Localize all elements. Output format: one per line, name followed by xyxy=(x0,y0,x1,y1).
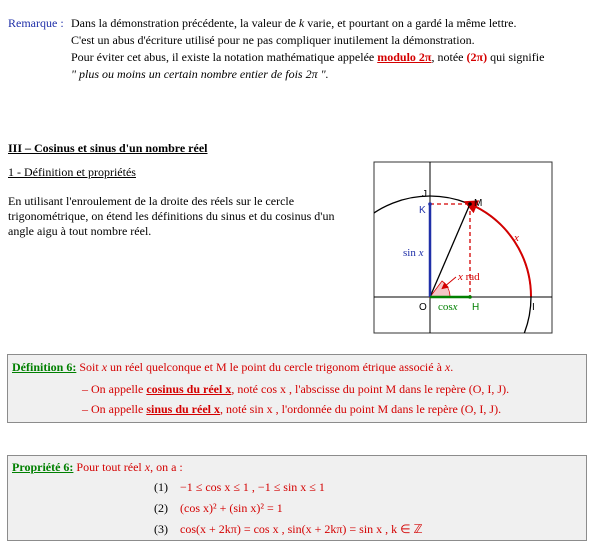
definition-text: , noté cos x , l'abscisse du point M dans le repère (O, I, J). xyxy=(231,382,510,396)
remark-text: , notée xyxy=(431,50,464,64)
definition-intro-line xyxy=(12,360,453,375)
figure-frame xyxy=(374,162,552,333)
formula-bounds: −1 ≤ cos x ≤ 1 , −1 ≤ sin x ≤ 1 xyxy=(180,480,325,494)
sinus-term: sinus du réel x xyxy=(146,402,220,416)
definition-box xyxy=(7,354,587,423)
property-text: Pour tout réel xyxy=(76,460,142,474)
cos-x-label: cosx xyxy=(438,301,458,313)
point-H xyxy=(468,295,472,299)
label-H: H xyxy=(472,302,480,313)
variable-x: x xyxy=(144,460,151,474)
section-title: III – Cosinus et sinus d'un nombre réel xyxy=(8,141,208,155)
point-M xyxy=(468,202,472,206)
remark-line-3 xyxy=(71,50,544,65)
sin-x-label: sin x xyxy=(403,247,424,259)
property-item-1 xyxy=(154,480,325,495)
formula-pythagoras: (cos x)² + (sin x)² = 1 xyxy=(180,501,283,515)
property-text: , on a : xyxy=(150,460,183,474)
intro-paragraph: En utilisant l'enroulement de la droite des réels sur le cercle trigonométrique, on étend les définitions du sinus et du cosinus d'un angle aigu à tout nombre réel. xyxy=(8,194,335,238)
remark-text: varie, et pourtant on a gardé la même lettre. xyxy=(307,16,517,30)
definition-item-sinus xyxy=(82,402,501,417)
definition-item-cosinus xyxy=(82,382,509,397)
definition-text: un réel quelconque et xyxy=(110,360,213,374)
trig-circle-figure xyxy=(372,160,554,335)
definition-text: – On appelle xyxy=(82,382,144,396)
remark-label: Remarque : xyxy=(8,16,64,30)
variable-x: x xyxy=(101,360,108,374)
label-O: O xyxy=(419,302,427,313)
remark-text: Dans la démonstration précédente, la valeur de xyxy=(71,16,296,30)
property-item-2 xyxy=(154,501,283,516)
item-number: (3) xyxy=(154,522,168,536)
definition-text: Soit xyxy=(79,360,99,374)
property-item-3 xyxy=(154,522,423,537)
label-K: K xyxy=(419,205,426,216)
label-I: I xyxy=(532,302,535,313)
remark-text: Pour éviter cet abus, il existe la notation mathématique appelée xyxy=(71,50,375,64)
definition-text: , noté sin x , l'ordonnée du point M dans le repère (O, I, J). xyxy=(220,402,502,416)
arc-x-label: x xyxy=(514,232,519,244)
property-label: Propriété 6: xyxy=(12,460,74,474)
property-intro-line xyxy=(12,460,183,475)
angle-label: x rad xyxy=(458,271,480,283)
variable-x: x xyxy=(444,360,451,374)
cosinus-term: cosinus du réel x xyxy=(146,382,232,396)
item-number: (2) xyxy=(154,501,168,515)
label-M: M xyxy=(474,198,483,209)
point-M-text: M xyxy=(215,360,227,374)
definition-text: . xyxy=(450,360,454,374)
remark-line-1 xyxy=(71,16,516,31)
modulo-term: modulo 2π xyxy=(377,50,432,64)
label-J: J xyxy=(422,189,427,200)
modulo-notation: (2π) xyxy=(466,50,488,64)
remark-line-4: " plus ou moins un certain nombre entier de fois 2π ". xyxy=(71,67,329,81)
remark-line-2: C'est un abus d'écriture utilisé pour ne pas compliquer inutilement la démonstration. xyxy=(71,33,475,47)
definition-text: – On appelle xyxy=(82,402,144,416)
subsection-title: 1 - Définition et propriétés xyxy=(8,165,136,179)
formula-periodicity: cos(x + 2kπ) = cos x , sin(x + 2kπ) = sin x , k ∈ ℤ xyxy=(180,522,423,536)
definition-label: Définition 6: xyxy=(12,360,77,374)
point-K xyxy=(428,202,432,206)
property-box xyxy=(7,455,587,541)
definition-text: le point du cercle trigonom étrique associé à xyxy=(229,360,442,374)
remark-text: qui signifie xyxy=(490,50,545,64)
variable-k: k xyxy=(298,16,305,30)
item-number: (1) xyxy=(154,480,168,494)
